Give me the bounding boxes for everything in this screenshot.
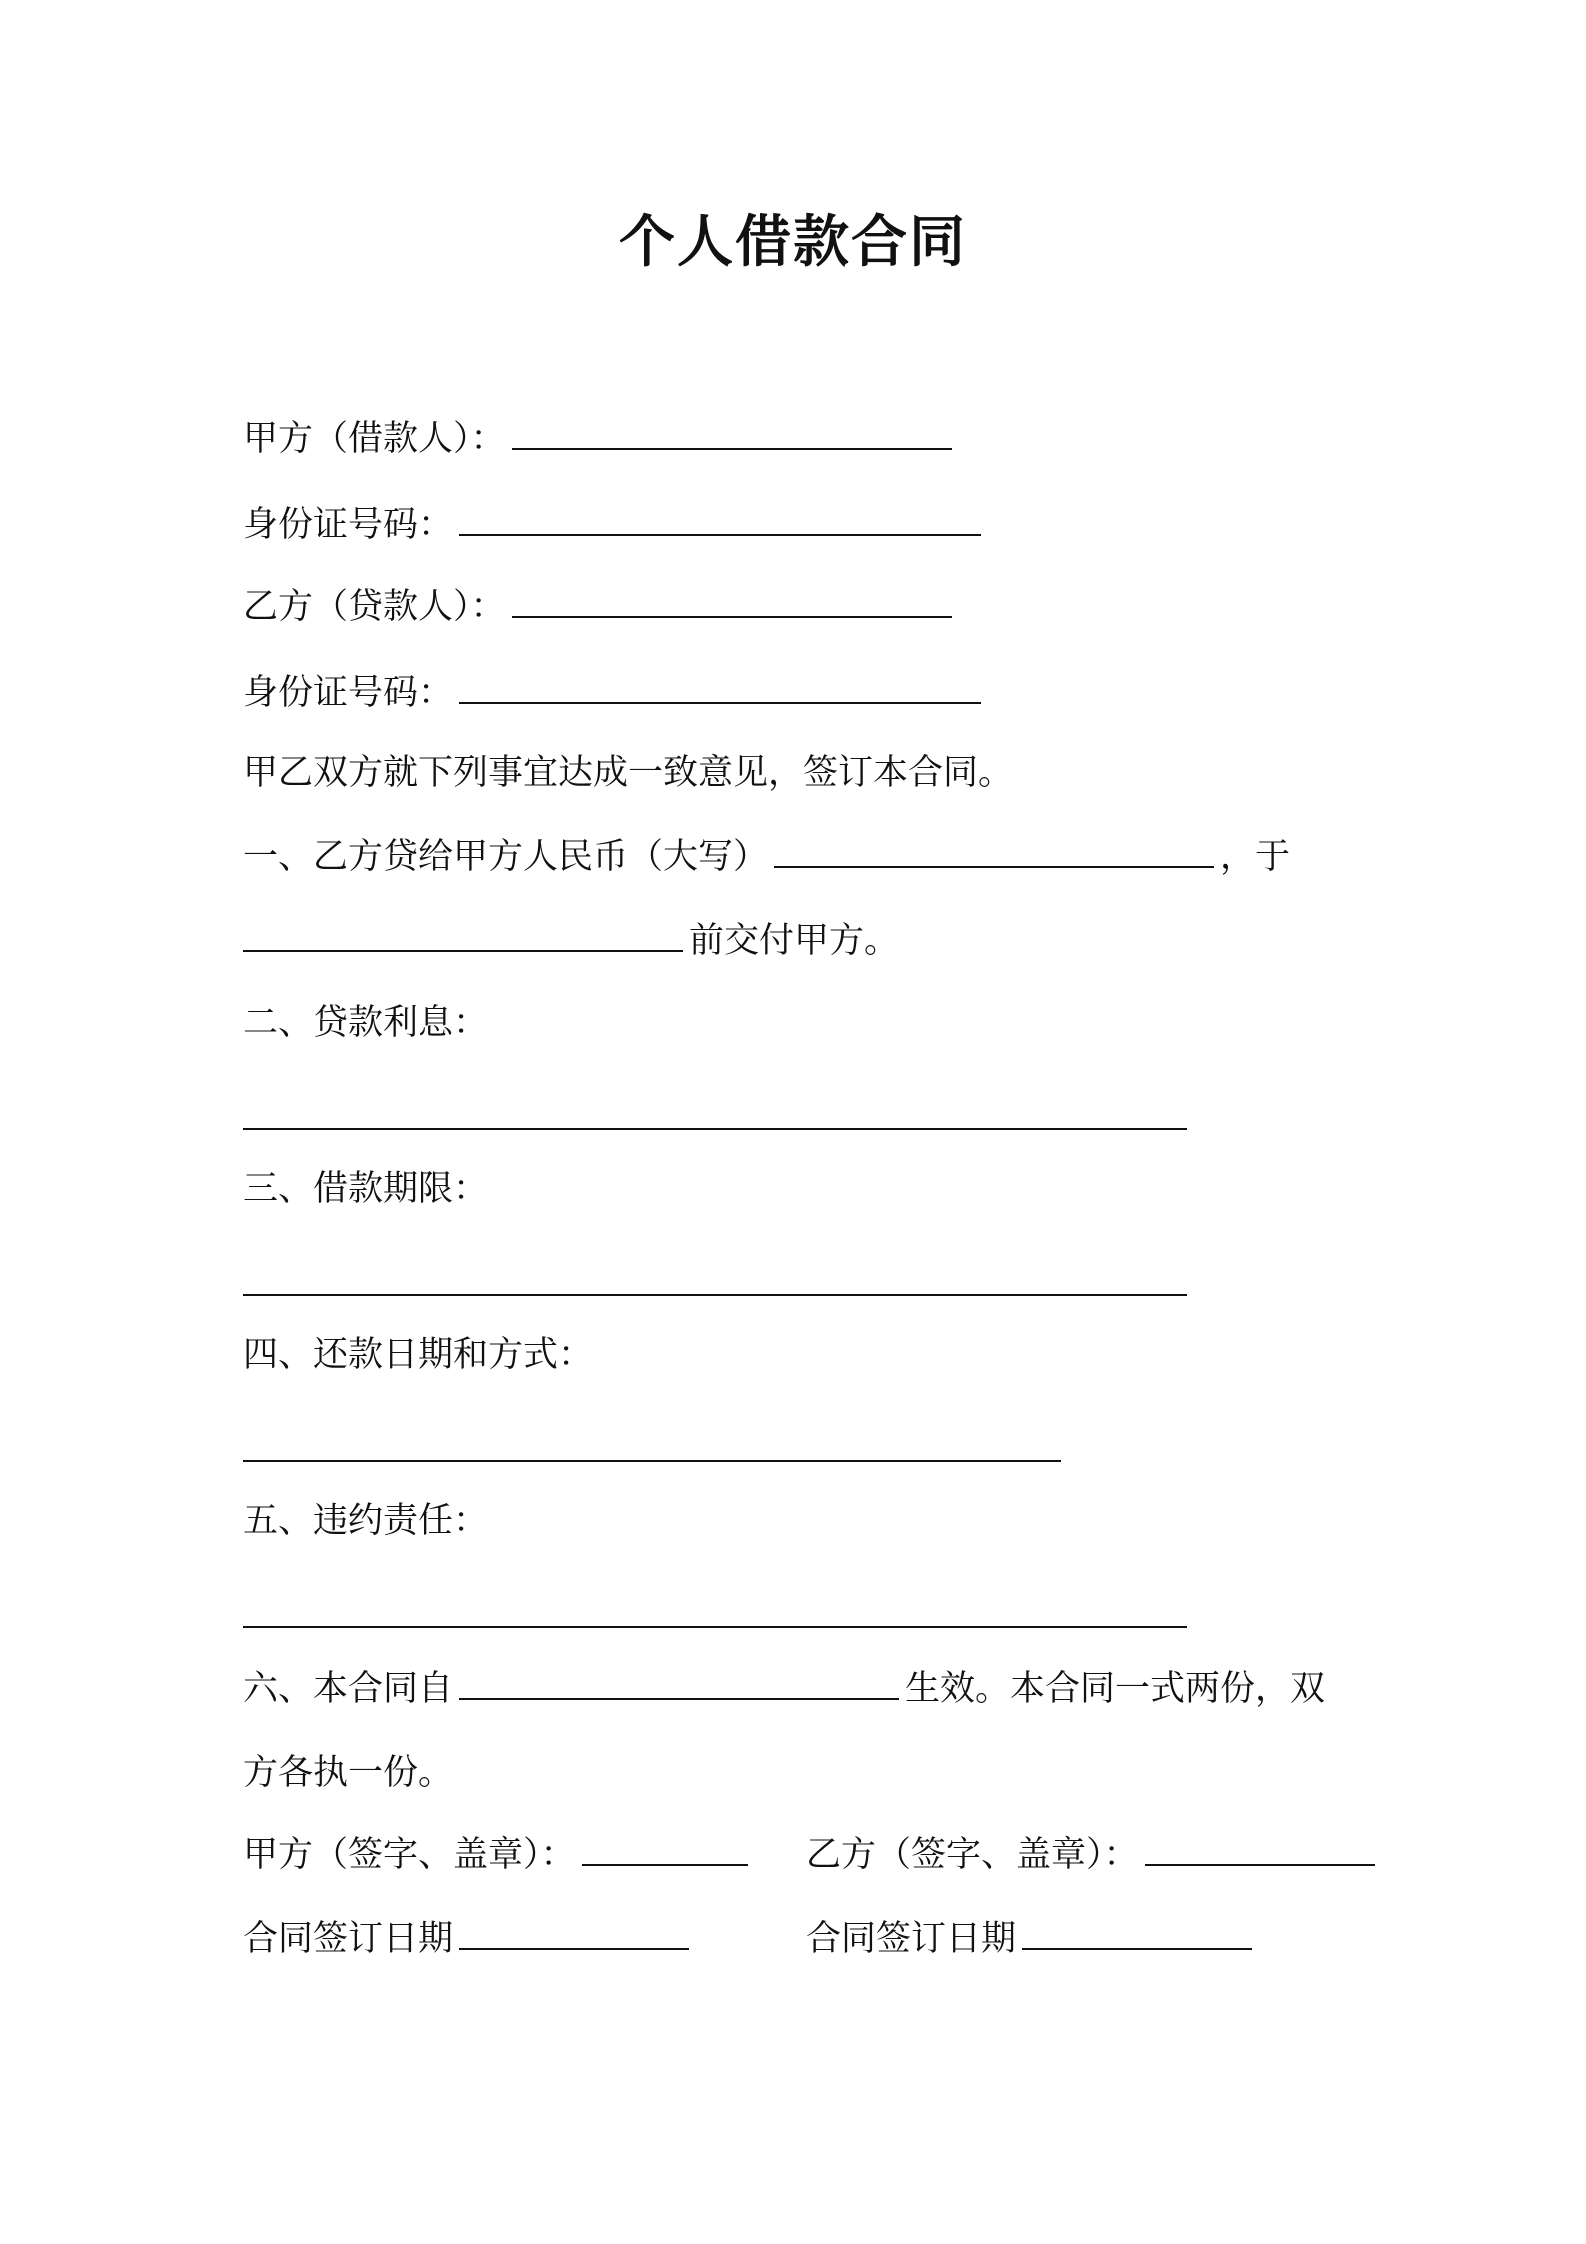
id-number-blank-1[interactable] xyxy=(459,500,981,536)
sign-a-label: 甲方（签字、盖章）： xyxy=(243,1835,576,1875)
document-title: 个人借款合同 xyxy=(619,210,967,275)
date-b-row xyxy=(806,1914,1258,1964)
interest-blank[interactable] xyxy=(243,1128,1187,1130)
intro-text: 甲乙双方就下列事宜达成一致意见，签订本合同。 xyxy=(243,753,1014,793)
date-a-label: 合同签订日期 xyxy=(243,1919,454,1959)
id-number-row-1 xyxy=(243,500,987,550)
delivery-date-blank[interactable] xyxy=(243,916,683,952)
sign-b-label: 乙方（签字、盖章）： xyxy=(806,1835,1139,1875)
clause-1-text-1: 一、乙方贷给甲方人民币（大写） xyxy=(243,837,769,877)
party-a-blank[interactable] xyxy=(512,414,952,450)
clause-6-text-2: 生效。本合同一式两份，双 xyxy=(905,1669,1326,1709)
clause-1-row-1 xyxy=(243,832,1290,882)
repayment-blank[interactable] xyxy=(243,1460,1061,1462)
loan-amount-blank[interactable] xyxy=(774,832,1214,868)
id-number-blank-2[interactable] xyxy=(459,668,981,704)
clause-4-heading: 四、还款日期和方式： xyxy=(243,1335,594,1375)
loan-term-blank[interactable] xyxy=(243,1294,1187,1296)
default-liability-blank[interactable] xyxy=(243,1626,1187,1628)
sign-b-blank[interactable] xyxy=(1145,1830,1375,1866)
id-number-label-1: 身份证号码： xyxy=(243,505,454,545)
sign-b-row xyxy=(806,1830,1381,1880)
date-b-blank[interactable] xyxy=(1022,1914,1252,1950)
sign-a-blank[interactable] xyxy=(582,1830,748,1866)
party-a-row xyxy=(243,414,958,464)
sign-a-row xyxy=(243,1830,754,1880)
clause-6-row-1 xyxy=(243,1664,1325,1714)
party-a-label: 甲方（借款人）： xyxy=(243,419,506,459)
clause-3-heading: 三、借款期限： xyxy=(243,1169,489,1209)
clause-2-heading: 二、贷款利息： xyxy=(243,1003,489,1043)
clause-1-text-3: 前交付甲方。 xyxy=(689,921,900,961)
party-b-blank[interactable] xyxy=(512,582,952,618)
clause-6-text-1: 六、本合同自 xyxy=(243,1669,454,1709)
id-number-row-2 xyxy=(243,668,987,718)
clause-1-row-2 xyxy=(243,916,899,966)
party-b-label: 乙方（贷款人）： xyxy=(243,587,506,627)
clause-5-heading: 五、违约责任： xyxy=(243,1501,489,1541)
party-b-row xyxy=(243,582,958,632)
clause-1-text-2: ，于 xyxy=(1220,837,1291,877)
date-a-blank[interactable] xyxy=(459,1914,689,1950)
id-number-label-2: 身份证号码： xyxy=(243,673,454,713)
clause-6-row-2: 方各执一份。 xyxy=(243,1753,454,1793)
date-b-label: 合同签订日期 xyxy=(806,1919,1017,1959)
date-a-row xyxy=(243,1914,695,1964)
effective-date-blank[interactable] xyxy=(459,1664,899,1700)
